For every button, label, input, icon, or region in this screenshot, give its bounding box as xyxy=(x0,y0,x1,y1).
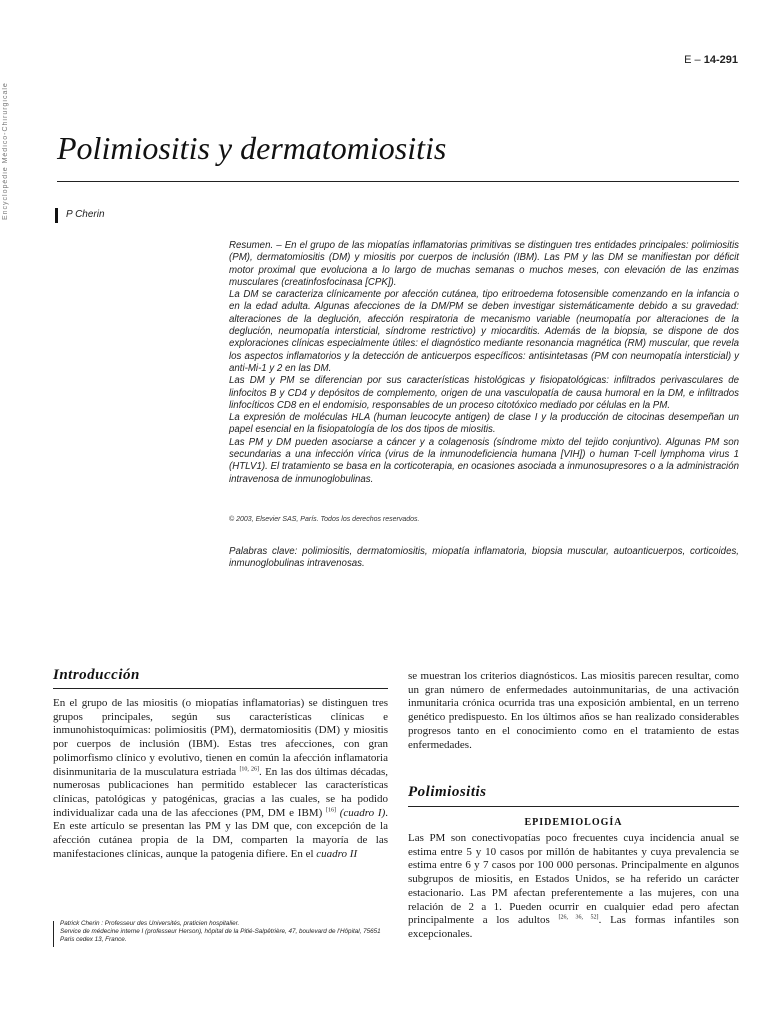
reference-citation: [16] xyxy=(326,806,336,813)
footnote-line: Patrick Cherin : Professeur des Universités, praticien hospitalier. xyxy=(60,920,240,927)
intro-text-part: En el grupo de las miositis (o miopatías inflamatorias) se distinguen tres grupos principales, según sus características clínicas e inmunohistoquímicas: polimiositis (PM), dermatomiositis (DM) y miositis por cuerpos de inclusión (IBM). Estas tres afecciones, con gran polimorfismo clínico y evolutivo, tienen en común la afección inflamatoria disinmunitaria de la musculatura estriada xyxy=(53,697,388,778)
article-title: Polimiositis y dermatomiositis xyxy=(57,130,447,166)
abstract-paragraph: La expresión de moléculas HLA (human leucocyte antigen) de clase I y la producción de citocinas desempeñan un papel esencial en la fisiopatología de los dos tipos de miositis. xyxy=(229,412,739,436)
intro-text-part: . En las dos últimas décadas, numerosas publicaciones han permitido establecer las características clínicas, patológicas y patogénicas, gracias a las cuales, se ha podido individualizar cada una de las afecciones (PM, DM e IBM) xyxy=(53,765,389,819)
intro-paragraph-1 xyxy=(53,697,388,861)
side-margin-text: Encyclopédie Médico-Chirurgicale xyxy=(2,82,9,220)
page-reference xyxy=(684,54,738,66)
author-name: P Cherin xyxy=(66,209,105,220)
polimiositis-rule xyxy=(408,806,739,807)
table-reference: cuadro II xyxy=(316,847,358,860)
title-rule xyxy=(57,181,739,182)
footnote-marker xyxy=(53,921,54,947)
epidemiologia-subheading: EPIDEMIOLOGÍA xyxy=(524,817,623,828)
page-ref-number: 14-291 xyxy=(703,54,738,66)
keywords: Palabras clave: polimiositis, dermatomiositis, miopatía inflamatoria, biopsia muscular, autoanticuerpos, corticoides, inmunoglobulinas intravenosas. xyxy=(229,546,739,570)
reference-citation: [10, 26] xyxy=(239,765,260,772)
copyright-notice: © 2003, Elsevier SAS, París. Todos los derechos reservados. xyxy=(229,516,420,523)
author-marker xyxy=(55,208,58,223)
author-affiliation-footnote xyxy=(60,920,390,944)
table-reference: (cuadro I) xyxy=(339,806,386,819)
polimiositis-heading: Polimiositis xyxy=(408,784,487,800)
page-ref-prefix: E – xyxy=(684,54,701,66)
footnote-line: Service de médecine interne I (professeur Herson), hôpital de la Pitié-Salpêtrière, 47, boulevard de l’Hôpital, 75651 Paris cedex 13, France. xyxy=(60,928,381,943)
intro-heading: Introducción xyxy=(53,667,140,683)
intro-paragraph-2: se muestran los criterios diagnósticos. Las miositis parecen resultar, como un gran número de enfermedades autoinmunitarias, de una activación inmunitaria crónica ocurrida tras una exposición ambiental, en un terreno genético predispuesto. En los últimos años se han realizado considerables progresos tanto en el conocimiento como en el tratamiento de estas enfermedades. xyxy=(408,670,739,751)
epidemiologia-text-part: . Las formas infantiles son excepcionales. xyxy=(408,914,740,940)
intro-rule xyxy=(53,688,388,689)
intro-text-part: . En este artículo se presentan las PM y las DM que, con excepción de la afección cutánea propia de la DM, comparten la mayoría de las manifestaciones clínicas, aunque la patogenia difiere. En el xyxy=(53,806,388,860)
abstract-paragraph: Resumen. – En el grupo de las miopatías inflamatorias primitivas se distinguen tres entidades principales: polimiositis (PM), dermatomiositis (DM) y miositis por cuerpos de inclusión (IBM). Las PM y las DM se manifiestan por déficit motor proximal que evoluciona a lo largo de muchas semanas o muchos meses, con elevación de las enzimas musculares (creatinfosfocinasa [CPK]). xyxy=(229,240,739,288)
epidemiologia-paragraph xyxy=(408,832,739,942)
epidemiologia-text-part: Las PM son conectivopatías poco frecuentes cuya incidencia anual se estima entre 5 y 10 casos por millón de habitantes y cuya prevalencia se estima entre 6 y 7 casos por 100 000 personas. Principalmente en algunos subgrupos de miositis, en Estados Unidos, se ha referido un carácter estacionario. Las PM afectan preferentemente a las mujeres, con una relación de 2 a 1. Pueden ocurrir en cualquier edad pero afectan principalmente a los adultos xyxy=(408,832,739,927)
abstract-paragraph: Las PM y DM pueden asociarse a cáncer y a colagenosis (síndrome mixto del tejido conjuntivo). Algunas PM son secundarias a una infección vírica (virus de la inmunodeficiencia humana [VIH]) o human T-cell lymphoma virus 1 (HTLV1). El tratamiento se basa en la corticoterapia, en ocasiones asociada a inmunosupresores o a la administración intravenosa de inmunoglobulinas. xyxy=(229,436,739,485)
abstract-paragraph: La DM se caracteriza clínicamente por afección cutánea, tipo eritroedema fotosensible comenzando en la infancia o en la edad adulta. Algunas afecciones de la DM/PM se deben investigar sistemáticamente debido a su gravedad: alteraciones de la deglución, afección respiratoria de mecanismo variable (neumopatía por alteraciones de la deglución, neumopatía intersticial, síndrome restrictivo) y miocarditis. Además de la biopsia, se dispone de dos exploraciones clínicas especialmente útiles: el diagnóstico mediante resonancia magnética (RM) muscular, que revela los aspectos inflamatorios y la detección de anticuerpos específicos: antisintetasas (PM con neumopatía intersticial) y anti-Mi-1 y 2 en las DM. xyxy=(229,289,739,374)
abstract-paragraph: Las DM y PM se diferencian por sus características histológicas y fisiopatológicas: infiltrados perivasculares de linfocitos B y CD4 y depósitos de complemento, origen de una vasculopatía de causa humoral en la DM, e infiltrados linfocíticos CD8 en el endomisio, responsables de un proceso citotóxico mediado por células en la PM. xyxy=(229,375,739,411)
abstract xyxy=(229,240,739,486)
reference-citation: [26, 36, 52] xyxy=(558,914,599,921)
